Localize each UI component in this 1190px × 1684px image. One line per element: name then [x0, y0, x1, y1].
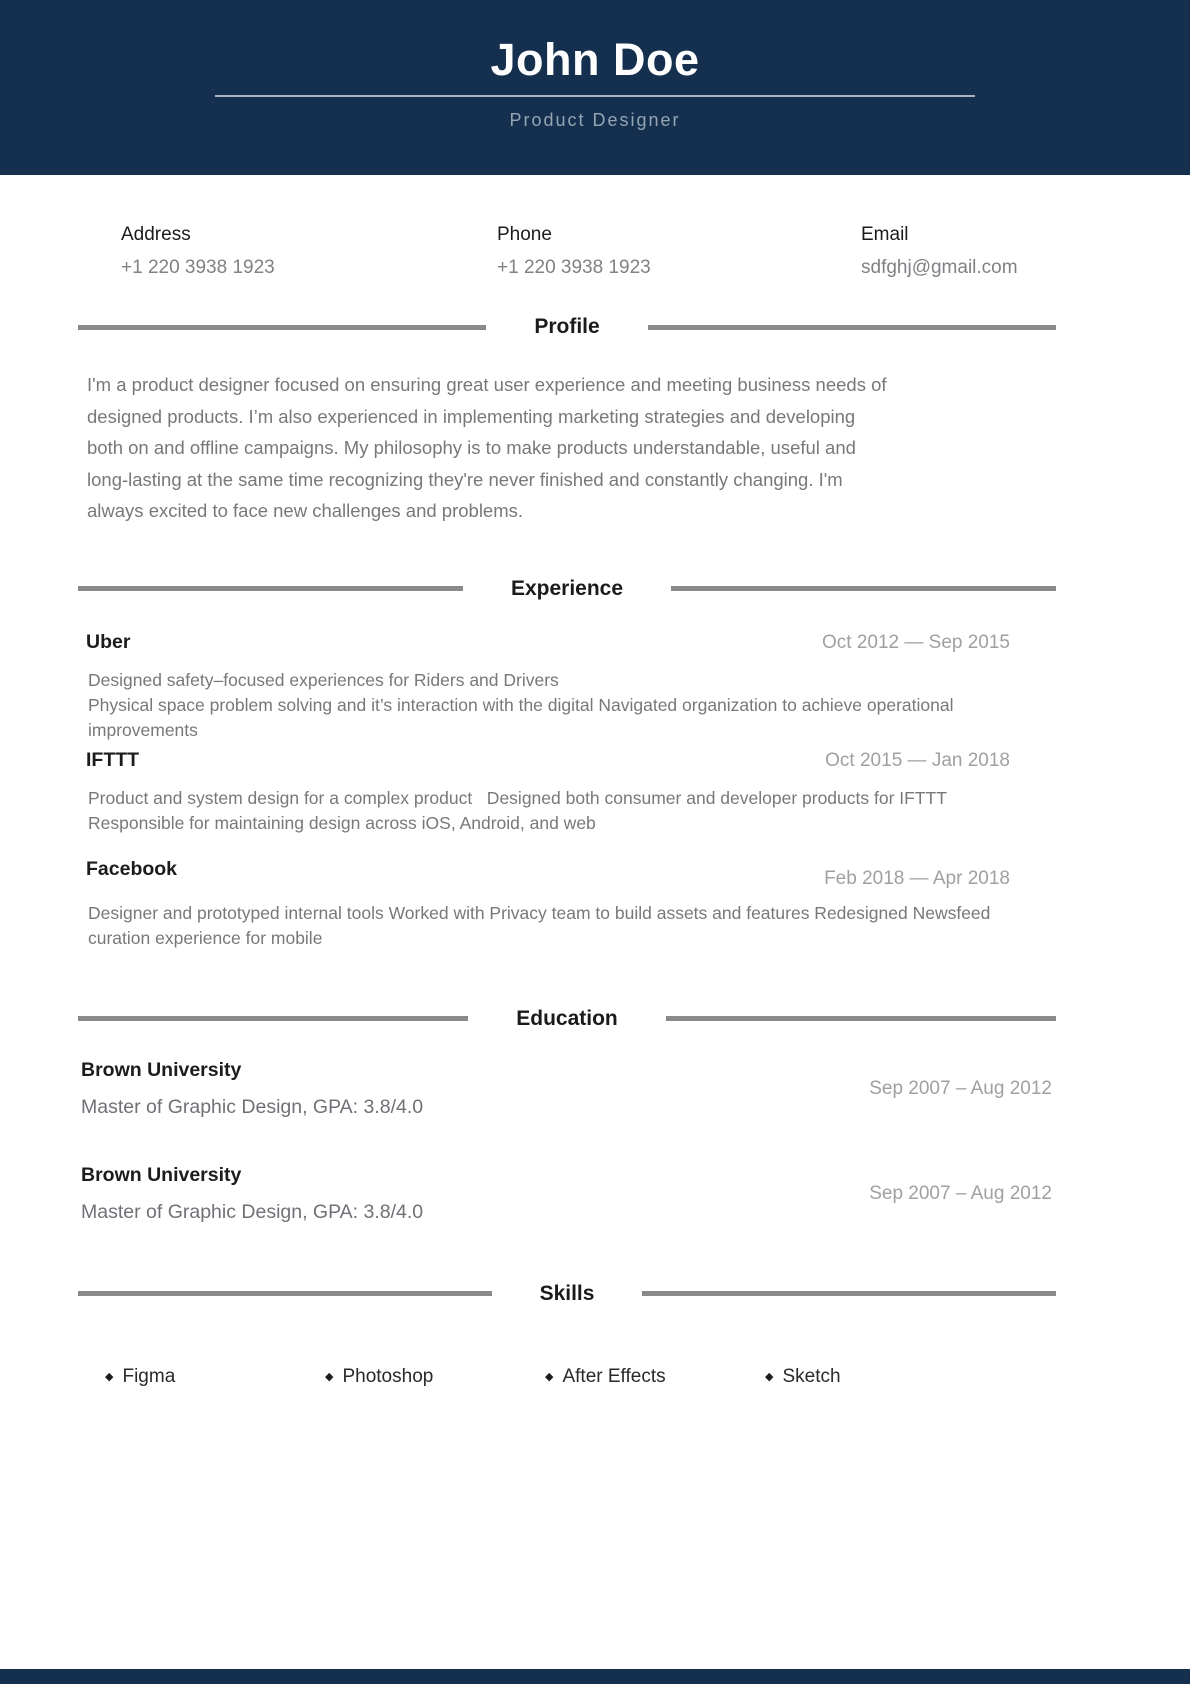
- diamond-bullet-icon: ◆: [545, 1371, 554, 1383]
- diamond-bullet-icon: ◆: [105, 1371, 114, 1383]
- profile-text-line: long-lasting at the same time recognizing they're never finished and constantly changing. I'm: [87, 468, 843, 490]
- experience-entry-ifttt: [86, 749, 1010, 772]
- date-range: Oct 2012 — Sep 2015: [821, 631, 1010, 653]
- diamond-bullet-icon: ◆: [765, 1371, 774, 1383]
- section-header-experience: [78, 577, 1056, 601]
- contact-email-label: Email: [861, 224, 909, 245]
- skill-item-sketch: [765, 1366, 985, 1388]
- school-name: Brown University: [81, 1163, 242, 1186]
- divider-line-left: [78, 1016, 468, 1021]
- date-range: Sep 2007 – Aug 2012: [869, 1077, 1052, 1099]
- company-name: IFTTT: [86, 748, 140, 771]
- section-header-education: [78, 1007, 1056, 1031]
- profile-text: [87, 369, 1190, 527]
- company-name: Uber: [86, 630, 131, 653]
- company-name: Facebook: [86, 857, 178, 880]
- experience-entry-facebook: [86, 857, 1010, 889]
- footer-accent-bar: [0, 1669, 1190, 1684]
- school-name: Brown University: [81, 1058, 242, 1081]
- job-description-line: Physical space problem solving and it’s interaction with the digital Navigated organization to achieve operational: [88, 694, 954, 715]
- experience-entry-uber: [86, 631, 1010, 654]
- profile-text-line: both on and offline campaigns. My philosophy is to make products understandable, useful and: [87, 437, 856, 458]
- job-description-line: improvements: [88, 719, 198, 740]
- contact-address-label: Address: [121, 224, 191, 245]
- profile-text-line: I'm a product designer focused on ensuring great user experience and meeting business needs of: [87, 374, 887, 395]
- candidate-job-title: Product Designer: [509, 110, 681, 130]
- skill-item-photoshop: [325, 1366, 545, 1388]
- contact-address: [121, 224, 497, 279]
- job-description: [88, 901, 1190, 951]
- name-underline: [215, 95, 975, 97]
- education-entry-left: [81, 1164, 423, 1224]
- date-range: Sep 2007 – Aug 2012: [869, 1182, 1052, 1204]
- job-description-line: Responsible for maintaining design across iOS, Android, and web: [88, 812, 596, 833]
- divider-line-right: [666, 1016, 1056, 1021]
- section-title-experience: Experience: [510, 576, 624, 600]
- degree-info: Master of Graphic Design, GPA: 3.8/4.0: [81, 1200, 424, 1223]
- diamond-bullet-icon: ◆: [325, 1371, 334, 1383]
- job-description-line: Designer and prototyped internal tools Worked with Privacy team to build assets and features Redesigned Newsfeed: [88, 902, 991, 923]
- job-description: [88, 668, 1190, 743]
- profile-text-line: designed products. I’m also experienced in implementing marketing strategies and developing: [87, 405, 856, 427]
- divider-line-left: [78, 1291, 492, 1296]
- skill-label: After Effects: [562, 1365, 666, 1387]
- education-entry-left: [81, 1059, 423, 1119]
- education-entry: [81, 1164, 1052, 1224]
- contact-email: [861, 224, 1018, 279]
- date-range: Oct 2015 — Jan 2018: [825, 749, 1010, 771]
- section-title-profile: Profile: [534, 315, 600, 338]
- section-header-skills: [78, 1282, 1056, 1306]
- skill-item-after-effects: [545, 1366, 765, 1388]
- resume-header: [0, 0, 1190, 175]
- contact-bar: [0, 175, 1190, 279]
- degree-info: Master of Graphic Design, GPA: 3.8/4.0: [81, 1095, 424, 1118]
- education-entry: [81, 1059, 1052, 1119]
- divider-line-left: [78, 586, 463, 591]
- skill-label: Sketch: [782, 1365, 841, 1387]
- profile-text-line: always excited to face new challenges and problems.: [87, 500, 524, 521]
- section-header-profile: [78, 315, 1056, 339]
- divider-line-right: [671, 586, 1056, 591]
- divider-line-right: [648, 325, 1056, 330]
- contact-phone-label: Phone: [497, 224, 552, 245]
- divider-line-right: [642, 1291, 1056, 1296]
- job-description-line: curation experience for mobile: [88, 927, 323, 948]
- skill-label: Photoshop: [342, 1365, 434, 1387]
- contact-phone-value: +1 220 3938 1923: [497, 257, 651, 278]
- job-description-line: Designed safety–focused experiences for Riders and Drivers: [88, 669, 559, 690]
- skill-item-figma: [105, 1366, 325, 1388]
- job-description: [88, 786, 1190, 836]
- section-title-skills: Skills: [539, 1281, 595, 1305]
- skills-list: [105, 1366, 1190, 1388]
- date-range: Feb 2018 — Apr 2018: [824, 867, 1010, 889]
- job-description-line: Product and system design for a complex product Designed both consumer and developer products for IFTTT: [88, 787, 947, 808]
- candidate-name: John Doe: [490, 34, 700, 85]
- contact-email-value: sdfghj@gmail.com: [861, 257, 1018, 278]
- skill-label: Figma: [122, 1365, 176, 1387]
- contact-address-value: +1 220 3938 1923: [121, 257, 275, 278]
- contact-phone: [497, 224, 861, 279]
- section-title-education: Education: [516, 1006, 618, 1030]
- divider-line-left: [78, 325, 486, 330]
